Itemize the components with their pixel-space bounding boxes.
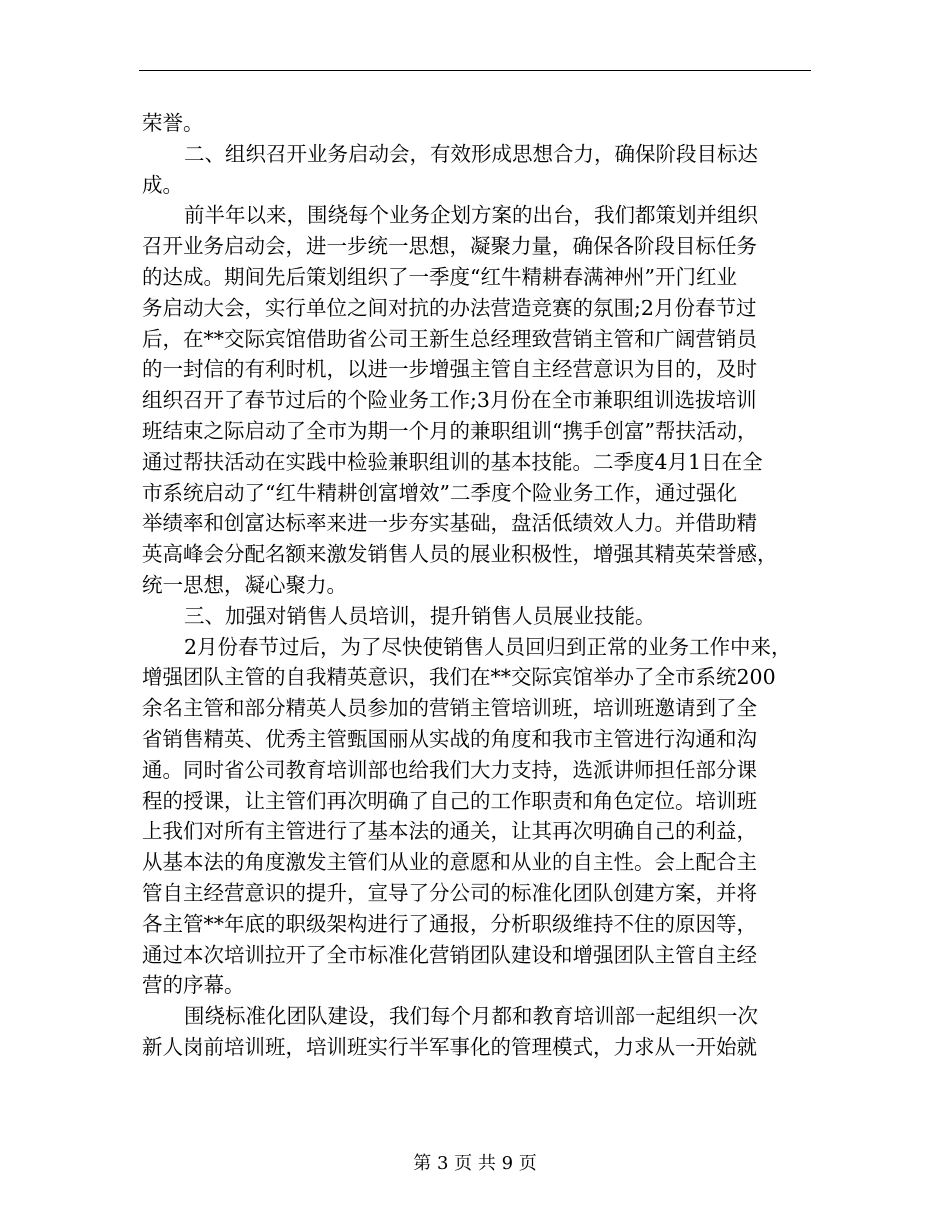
text-line: 通过帮扶活动在实践中检验兼职组训的基本技能。二季度4月1日在全	[142, 449, 763, 474]
text-line: 围绕标准化团队建设，我们每个月都和教育培训部一起组织一次	[184, 1004, 758, 1029]
text-line: 的达成。期间先后策划组织了一季度“红牛精耕春满神州”开门红业	[142, 264, 737, 289]
text-line: 通过本次培训拉开了全市标准化营销团队建设和增强团队主管自主经	[142, 942, 757, 967]
text-line: 务启动大会，实行单位之间对抗的办法营造竞赛的氛围;2月份春节过	[142, 295, 757, 320]
text-line: 市系统启动了“红牛精耕创富增效”二季度个险业务工作，通过强化	[142, 480, 737, 505]
text-line: 前半年以来，围绕每个业务企划方案的出台，我们都策划并组织	[184, 203, 758, 228]
text-line: 上我们对所有主管进行了基本法的通关，让其再次明确自己的利益，	[142, 819, 757, 844]
document-body	[142, 108, 822, 1063]
text-line: 举绩率和创富达标率来进一步夯实基础，盘活低绩效人力。并借助精	[142, 511, 757, 536]
text-line: 班结束之际启动了全市为期一个月的兼职组训“携手创富”帮扶活动，	[142, 418, 758, 443]
text-line: 通。同时省公司教育培训部也给我们大力支持，选派讲师担任部分课	[142, 757, 757, 782]
text-line: 各主管**年底的职级架构进行了通报，分析职级维持不住的原因等，	[142, 911, 757, 936]
text-line: 召开业务启动会，进一步统一思想，凝聚力量，确保各阶段目标任务	[142, 234, 757, 259]
text-line: 管自主经营意识的提升，宣导了分公司的标准化团队创建方案，并将	[142, 880, 757, 905]
text-line: 增强团队主管的自我精英意识，我们在**交际宾馆举办了全市系统200	[142, 665, 776, 690]
text-line: 组织召开了春节过后的个险业务工作;3月份在全市兼职组训选拔培训	[142, 388, 757, 413]
text-line: 余名主管和部分精英人员参加的营销主管培训班，培训班邀请到了全	[142, 696, 757, 721]
header-rule	[139, 70, 811, 71]
text-line: 二、组织召开业务启动会，有效形成思想合力，确保阶段目标达	[184, 141, 758, 166]
text-line: 统一思想，凝心聚力。	[142, 572, 347, 597]
text-line: 成。	[142, 172, 183, 197]
text-line: 省销售精英、优秀主管甄国丽从实战的角度和我市主管进行沟通和沟	[142, 726, 757, 751]
text-line: 后，在**交际宾馆借助省公司王新生总经理致营销主管和广阔营销员	[142, 326, 757, 351]
page-footer: 第 3 页 共 9 页	[413, 1153, 537, 1174]
text-line: 荣誉。	[142, 111, 204, 135]
text-line: 营的序幕。	[142, 973, 245, 998]
text-line: 2月份春节过后，为了尽快使销售人员回归到正常的业务工作中来，	[184, 634, 792, 659]
text-line: 的一封信的有利时机，以进一步增强主管自主经营意识为目的，及时	[142, 357, 757, 382]
text-line: 三、加强对销售人员培训，提升销售人员展业技能。	[184, 603, 656, 628]
text-line: 从基本法的角度激发主管们从业的意愿和从业的自主性。会上配合主	[142, 850, 757, 875]
text-line: 程的授课，让主管们再次明确了自己的工作职责和角色定位。培训班	[142, 788, 757, 813]
text-line: 新人岗前培训班，培训班实行半军事化的管理模式，力求从一开始就	[142, 1034, 757, 1059]
text-line: 英高峰会分配名额来激发销售人员的展业积极性，增强其精英荣誉感，	[142, 542, 778, 567]
